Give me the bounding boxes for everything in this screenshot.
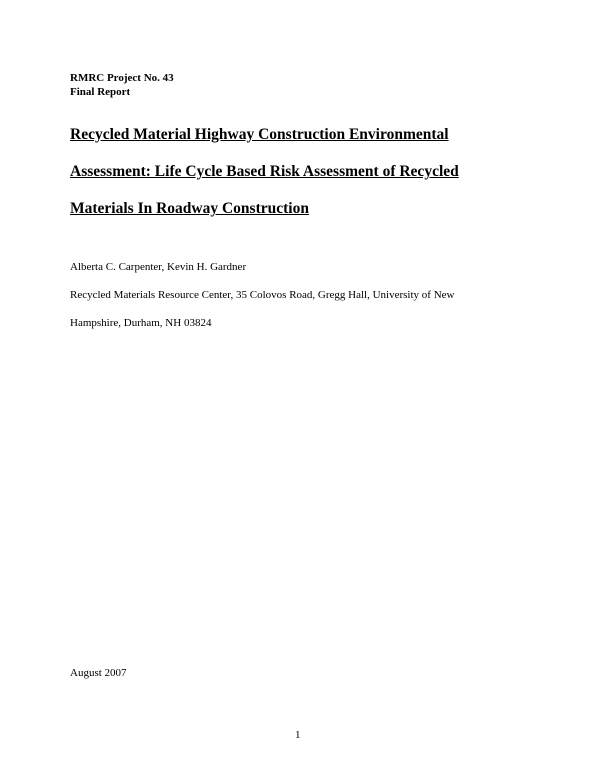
authors: Alberta C. Carpenter, Kevin H. Gardner <box>70 261 247 273</box>
report-date: August 2007 <box>70 667 127 679</box>
affiliation <box>70 288 454 344</box>
affiliation-line-2: Hampshire, Durham, NH 03824 <box>70 317 212 329</box>
report-header <box>70 71 174 99</box>
page-number: 1 <box>295 729 301 741</box>
title-line-1: Recycled Material Highway Construction Environmental <box>70 126 449 143</box>
report-type: Final Report <box>70 86 131 98</box>
title-line-2: Assessment: Life Cycle Based Risk Assessment of Recycled <box>70 163 459 180</box>
title-line-3: Materials In Roadway Construction <box>70 200 309 217</box>
project-number: RMRC Project No. 43 <box>70 72 174 84</box>
document-title <box>70 125 540 236</box>
affiliation-line-1: Recycled Materials Resource Center, 35 Colovos Road, Gregg Hall, University of New <box>70 289 455 301</box>
